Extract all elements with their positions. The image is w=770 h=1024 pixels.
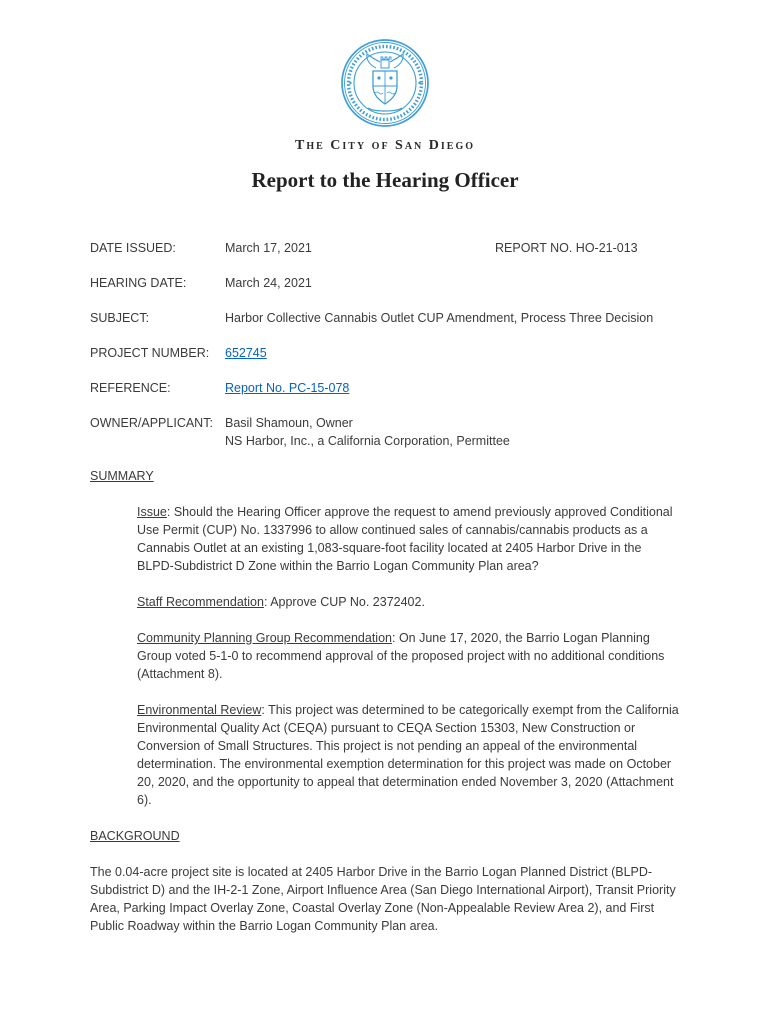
subject-label: SUBJECT: xyxy=(90,311,150,325)
meta-row-reference xyxy=(90,379,680,397)
reference-label: REFERENCE: xyxy=(90,381,171,395)
summary-section xyxy=(90,467,680,809)
summary-paragraph-cpg-recommendation xyxy=(137,629,680,683)
report-metadata xyxy=(90,239,680,450)
staff-recommendation-lead: Staff Recommendation xyxy=(137,595,264,609)
meta-row-date-issued xyxy=(90,239,680,257)
background-section xyxy=(90,827,680,935)
owner-line-1: Basil Shamoun, Owner xyxy=(225,416,353,430)
owner-applicant-value xyxy=(225,414,680,450)
issue-text: : Should the Hearing Officer approve the request to amend previously approved Conditional Use Permit (CUP) No. 1337996 to allow continued sales of cannabis/cannabis products as a Cannabis Outlet at an existing 1,083-square-foot facility located at 2405 Harbor Drive in the BLPD-Subdistrict D Zone within the Barrio Logan Community Plan area? xyxy=(137,505,673,573)
hearing-date-value: March 24, 2021 xyxy=(225,276,312,290)
project-number-link[interactable]: 652745 xyxy=(225,346,267,360)
summary-paragraph-environmental-review xyxy=(137,701,680,809)
date-issued-value: March 17, 2021 xyxy=(225,241,312,255)
reference-report-link[interactable]: Report No. PC-15-078 xyxy=(225,381,350,395)
environmental-review-lead: Environmental Review xyxy=(137,703,262,717)
cpg-recommendation-text: : On June 17, 2020, the Barrio Logan Planning Group voted 5-1-0 to recommend approval of the proposed project with no additional conditions (Attachment 8). xyxy=(137,631,665,681)
hearing-date-label: HEARING DATE: xyxy=(90,276,187,290)
staff-recommendation-text: : Approve CUP No. 2372402. xyxy=(263,595,425,609)
reference-value xyxy=(225,379,680,397)
meta-row-owner-applicant xyxy=(90,414,680,450)
meta-row-project-number xyxy=(90,344,680,362)
cpg-recommendation-lead: Community Planning Group Recommendation xyxy=(137,631,392,645)
project-number-label: PROJECT NUMBER: xyxy=(90,346,210,360)
summary-paragraph-issue xyxy=(137,503,680,575)
report-number: REPORT NO. HO-21-013 xyxy=(495,241,638,255)
meta-row-subject xyxy=(90,309,680,327)
summary-heading: SUMMARY xyxy=(90,469,154,483)
meta-row-hearing-date xyxy=(90,274,680,292)
summary-paragraph-staff-recommendation xyxy=(137,593,680,611)
page-title: Report to the Hearing Officer xyxy=(251,168,519,192)
project-number-value xyxy=(225,344,680,362)
header xyxy=(90,38,680,192)
org-name: The City of San Diego xyxy=(294,138,476,153)
environmental-review-text: : This project was determined to be categorically exempt from the California Environmental Quality Act (CEQA) pursuant to CEQA Section 15303, New Construction or Conversion of Small Structures. This project is not pending an appeal of the environmental determination. The environmental exemption determination for this project was made on October 20, 2020, and the opportunity to appeal that determination ended November 3, 2020 (Attachment 6). xyxy=(137,703,679,807)
background-paragraph: The 0.04-acre project site is located at 2405 Harbor Drive in the Barrio Logan Planned District (BLPD-Subdistrict D) and the IH-2-1 Zone, Airport Influence Area (San Diego International Airport), Transit Priority Area, Parking Impact Overlay Zone, Coastal Overlay Zone (Non-Appealable Review Area 2), and First Public Roadway within the Barrio Logan Community Plan area. xyxy=(90,865,676,933)
owner-applicant-label: OWNER/APPLICANT: xyxy=(90,416,213,430)
subject-value: Harbor Collective Cannabis Outlet CUP Amendment, Process Three Decision xyxy=(225,311,654,325)
issue-lead: Issue xyxy=(137,505,167,519)
owner-line-2: NS Harbor, Inc., a California Corporation, Permittee xyxy=(225,434,510,448)
background-heading: BACKGROUND xyxy=(90,829,180,843)
city-seal-icon xyxy=(340,38,430,128)
date-issued-label: DATE ISSUED: xyxy=(90,241,176,255)
